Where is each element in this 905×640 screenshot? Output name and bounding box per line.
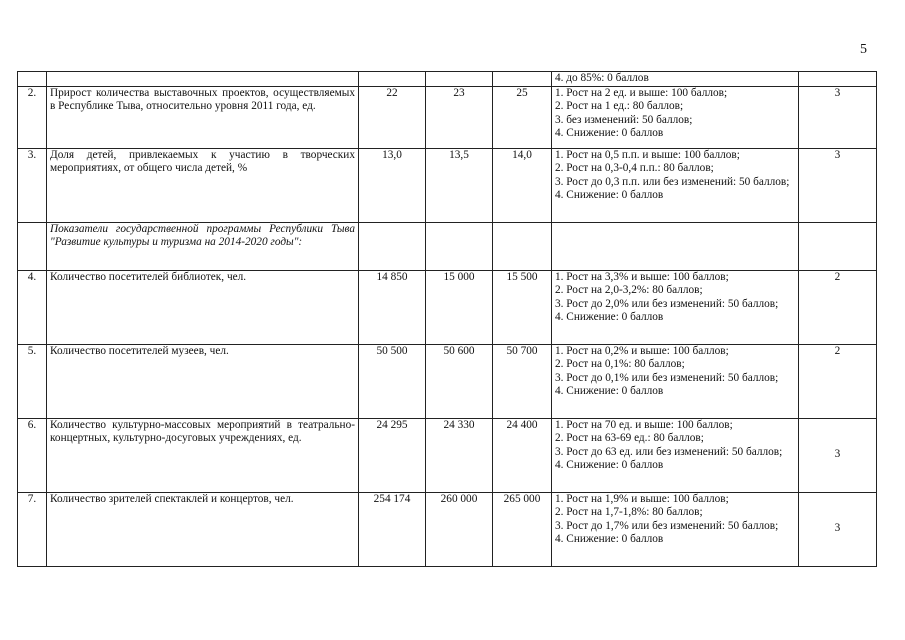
criteria-line: 2. Рост на 1 ед.: 80 баллов; bbox=[555, 100, 684, 113]
weight-score: 3 bbox=[799, 148, 877, 222]
criteria-line: 4. Снижение: 0 баллов bbox=[555, 385, 664, 398]
row-number: 5. bbox=[18, 344, 47, 418]
criteria-line: 3. Рост до 0,3 п.п. или без изменений: 50 баллов; bbox=[555, 175, 790, 188]
criteria-line: 4. Снижение: 0 баллов bbox=[555, 189, 664, 202]
criteria-cell bbox=[552, 344, 799, 418]
value-2013: 13,5 bbox=[426, 148, 493, 222]
criteria-line: 3. Рост до 63 ед. или без изменений: 50 баллов; bbox=[555, 445, 783, 458]
table-row bbox=[18, 148, 877, 222]
page-number: 5 bbox=[860, 42, 867, 57]
value-2014: 24 400 bbox=[493, 418, 552, 492]
criteria-cell bbox=[552, 72, 799, 87]
criteria-line: 1. Рост на 0,2% и выше: 100 баллов; bbox=[555, 344, 729, 357]
indicator-name: Количество посетителей библиотек, чел. bbox=[47, 270, 359, 344]
table-row bbox=[18, 72, 877, 87]
criteria-line: 2. Рост на 2,0-3,2%: 80 баллов; bbox=[555, 284, 703, 297]
indicators-table bbox=[17, 71, 877, 567]
criteria-cell bbox=[552, 222, 799, 270]
indicator-name: Количество культурно-массовых мероприятий в театрально-концертных, культурно-досуговых учреждениях, ед. bbox=[47, 418, 359, 492]
value-2012: 24 295 bbox=[359, 418, 426, 492]
criteria-cell bbox=[552, 270, 799, 344]
criteria-line: 2. Рост на 63-69 ед.: 80 баллов; bbox=[555, 432, 704, 445]
criteria-line: 3. Рост до 1,7% или без изменений: 50 баллов; bbox=[555, 519, 779, 532]
criteria-cell bbox=[552, 148, 799, 222]
name-cell bbox=[47, 72, 359, 87]
criteria-line: 2. Рост на 0,3-0,4 п.п.: 80 баллов; bbox=[555, 162, 714, 175]
value-cell bbox=[426, 72, 493, 87]
criteria-line: 3. Рост до 2,0% или без изменений: 50 баллов; bbox=[555, 297, 779, 310]
weight-score: 2 bbox=[799, 270, 877, 344]
criteria-line: 1. Рост на 3,3% и выше: 100 баллов; bbox=[555, 270, 729, 283]
num-cell bbox=[18, 72, 47, 87]
criteria-cell bbox=[552, 418, 799, 492]
indicator-name: Количество зрителей спектаклей и концертов, чел. bbox=[47, 492, 359, 566]
value-2014: 25 bbox=[493, 86, 552, 148]
value-2013: 23 bbox=[426, 86, 493, 148]
weight-score: 2 bbox=[799, 344, 877, 418]
indicator-name: Количество посетителей музеев, чел. bbox=[47, 344, 359, 418]
row-number: 2. bbox=[18, 86, 47, 148]
table-row bbox=[18, 86, 877, 148]
criteria-line: 4. Снижение: 0 баллов bbox=[555, 127, 664, 140]
value-2014: 50 700 bbox=[493, 344, 552, 418]
value-2013: 50 600 bbox=[426, 344, 493, 418]
row-number: 3. bbox=[18, 148, 47, 222]
num-cell bbox=[18, 222, 47, 270]
section-heading: Показатели государственной программы Республики Тыва "Развитие культуры и туризма на 2014-2020 годы": bbox=[47, 222, 359, 270]
value-2014: 265 000 bbox=[493, 492, 552, 566]
table-row bbox=[18, 344, 877, 418]
criteria-line: 2. Рост на 1,7-1,8%: 80 баллов; bbox=[555, 506, 703, 519]
criteria-line: 1. Рост на 1,9% и выше: 100 баллов; bbox=[555, 492, 729, 505]
score-cell bbox=[799, 72, 877, 87]
criteria-line: 1. Рост на 0,5 п.п. и выше: 100 баллов; bbox=[555, 148, 740, 161]
value-cell bbox=[359, 72, 426, 87]
value-2012: 254 174 bbox=[359, 492, 426, 566]
criteria-line: 1. Рост на 70 ед. и выше: 100 баллов; bbox=[555, 418, 733, 431]
indicator-name: Прирост количества выставочных проектов, осуществляемых в Республике Тыва, относительно уровня 2011 года, ед. bbox=[47, 86, 359, 148]
criteria-line: 4. до 85%: 0 баллов bbox=[555, 72, 649, 84]
weight-score: 3 bbox=[799, 492, 877, 566]
value-2012: 50 500 bbox=[359, 344, 426, 418]
row-number: 4. bbox=[18, 270, 47, 344]
weight-score: 3 bbox=[799, 418, 877, 492]
value-2014: 14,0 bbox=[493, 148, 552, 222]
criteria-line: 3. без изменений: 50 баллов; bbox=[555, 113, 693, 126]
criteria-line: 4. Снижение: 0 баллов bbox=[555, 311, 664, 324]
value-cell bbox=[359, 222, 426, 270]
score-cell bbox=[799, 222, 877, 270]
indicator-name: Доля детей, привлекаемых к участию в творческих мероприятиях, от общего числа детей, % bbox=[47, 148, 359, 222]
value-2012: 14 850 bbox=[359, 270, 426, 344]
value-cell bbox=[426, 222, 493, 270]
criteria-line: 3. Рост до 0,1% или без изменений: 50 баллов; bbox=[555, 371, 779, 384]
value-2012: 13,0 bbox=[359, 148, 426, 222]
section-row bbox=[18, 222, 877, 270]
table-row bbox=[18, 270, 877, 344]
value-2013: 24 330 bbox=[426, 418, 493, 492]
criteria-line: 4. Снижение: 0 баллов bbox=[555, 459, 664, 472]
table-row bbox=[18, 492, 877, 566]
value-2014: 15 500 bbox=[493, 270, 552, 344]
criteria-line: 2. Рост на 0,1%: 80 баллов; bbox=[555, 358, 685, 371]
value-2013: 15 000 bbox=[426, 270, 493, 344]
criteria-line: 4. Снижение: 0 баллов bbox=[555, 533, 664, 546]
table-row bbox=[18, 418, 877, 492]
value-cell bbox=[493, 222, 552, 270]
criteria-cell bbox=[552, 492, 799, 566]
criteria-line: 1. Рост на 2 ед. и выше: 100 баллов; bbox=[555, 86, 728, 99]
value-2012: 22 bbox=[359, 86, 426, 148]
weight-score: 3 bbox=[799, 86, 877, 148]
criteria-cell bbox=[552, 86, 799, 148]
value-2013: 260 000 bbox=[426, 492, 493, 566]
row-number: 7. bbox=[18, 492, 47, 566]
row-number: 6. bbox=[18, 418, 47, 492]
value-cell bbox=[493, 72, 552, 87]
